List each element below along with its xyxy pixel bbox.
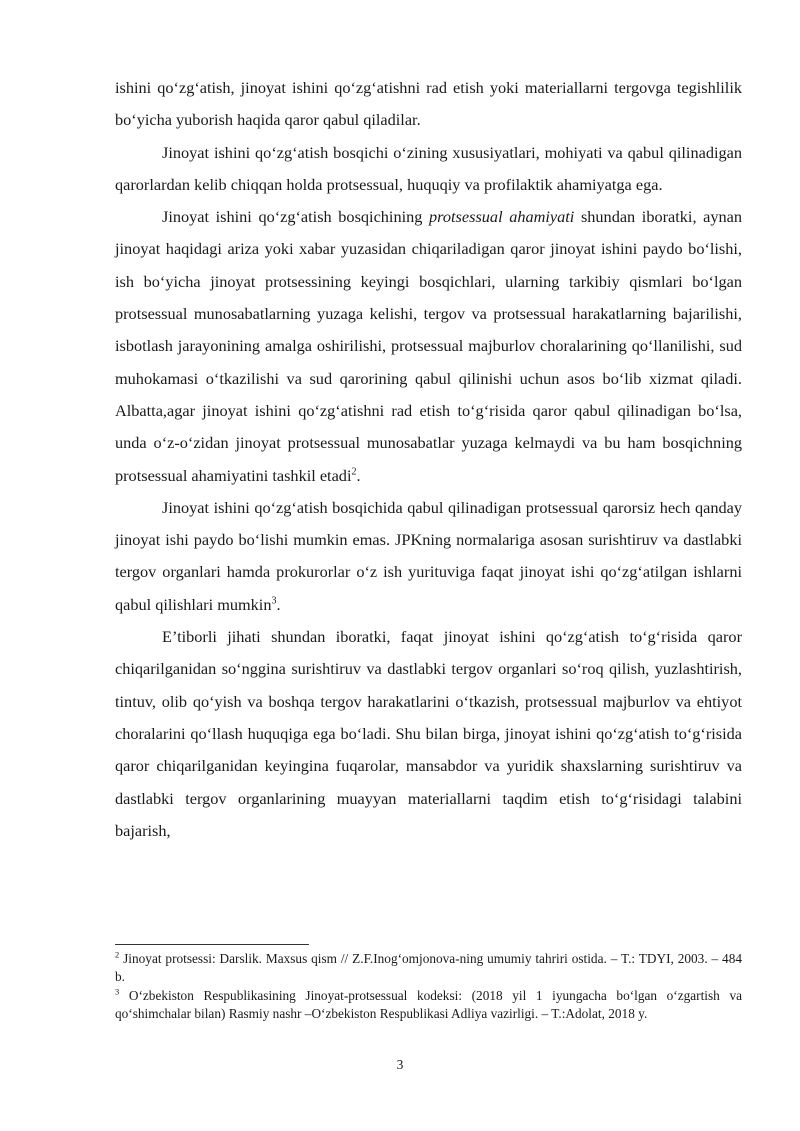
footnote-ref-3[interactable]: 3 bbox=[271, 595, 277, 607]
paragraph-3: Jinoyat ishini qo‘zg‘atish bosqichining protsessual ahamiyati shundan iboratki, aynan jinoyat haqidagi ariza yoki xabar yuzasidan chiqariladigan qaror jinoyat ishini paydo bo‘lishi, ish bo‘yicha jinoyat protsessining keyingi bosqichlari, ularning tarkibiy qismlari bo‘lgan protsessual munosabatlarning yuzaga kelishi, tergov va protsessual harakatlarning bajarilishi, isbotlash jarayonining amalga oshirilishi, protsessual majburlov choralarining qo‘llanilishi, sud muhokamasi o‘tkazilishi va sud qarorining qabul qilinishi uchun asos bo‘lib xizmat qiladi. Albatta,agar jinoyat ishini qo‘zg‘atishni rad etish to‘g‘risida qaror qabul qilinadigan bo‘lsa, unda o‘z-o‘zidan jinoyat protsessual munosabatlar yuzaga kelmaydi va bu ham bosqichning protsessual ahamiyatini tashkil etadi$^2$. bbox=[115, 207, 743, 485]
footnotes bbox=[115, 950, 742, 1023]
footnote-mark-3: 3 bbox=[115, 986, 120, 997]
footnote-ref-2[interactable]: 2 bbox=[351, 466, 357, 478]
page-body bbox=[115, 72, 742, 847]
paragraph-2: Jinoyat ishini qo‘zg‘atish bosqichi o‘zining xususiyatlari, mohiyati va qabul qilinadigan qarorlardan kelib chiqqan holda protsessual, huquqiy va profilaktik ahamiyatga ega. bbox=[115, 142, 742, 194]
paragraph-1: ishini qo‘zg‘atish, jinoyat ishini qo‘zg‘atishni rad etish yoki materiallarni tergovga tegishlilik bo‘yicha yuborish haqida qaror qabul qiladilar. bbox=[115, 78, 742, 130]
paragraph-4: Jinoyat ishini qo‘zg‘atish bosqichida qabul qilinadigan protsessual qarorsiz hech qanday jinoyat ishi paydo bo‘lishi mumkin emas. JPKning normalariga asosan surishtiruv va dastlabki tergov organlari hamda prokurorlar o‘z ish yurituviga faqat jinoyat ishi qo‘zg‘atilgan ishlarni qabul qilishlari mumkin$^3$. bbox=[115, 497, 742, 614]
paragraph-5: E’tiborli jihati shundan iboratki, faqat jinoyat ishini qo‘zg‘atish to‘g‘risida qaror chiqarilganidan so‘nggina surishtiruv va dastlabki tergov organlari so‘roq qilish, yuzlashtirish, tintuv, olib qo‘yish va boshqa tergov harakatlarini o‘tkazish, protsessual majburlov va ehtiyot choralarini qo‘llash huquqiga ega bo‘ladi. Shu bilan birga, jinoyat ishini qo‘zg‘atish to‘g‘risida qaror chiqarilganidan keyingina fuqarolar, mansabdor va yuridik shaxslarning surishtiruv va dastlabki tergov organlarining muayyan materiallarni taqdim etish to‘g‘risidagi talabini bajarish, bbox=[115, 627, 742, 840]
footnote-3: $^3$ O‘zbekiston Respublikasining Jinoyat-protsessual kodeksi: (2018 yil 1 iyungacha bo‘lgan o‘zgartish va qo‘shimchalar bilan) Rasmiy nashr –O‘zbekiston Respublikasi Adliya vazirligi. – T.:Adolat, 2018 y. bbox=[115, 986, 742, 1021]
footnote-2: $^2$ Jinoyat protsessi: Darslik. Maxsus qism // Z.F.Inog‘omjonova-ning umumiy tahriri ostida. – T.: TDYI, 2003. – 484 b. bbox=[115, 949, 742, 985]
body-text bbox=[115, 72, 742, 847]
footnote-separator bbox=[115, 944, 309, 945]
page-number: 3 bbox=[396, 1057, 404, 1072]
emphasis-protsessual-ahamiyati: protsessual ahamiyati bbox=[429, 207, 575, 227]
footnote-mark-2: 2 bbox=[115, 949, 120, 960]
